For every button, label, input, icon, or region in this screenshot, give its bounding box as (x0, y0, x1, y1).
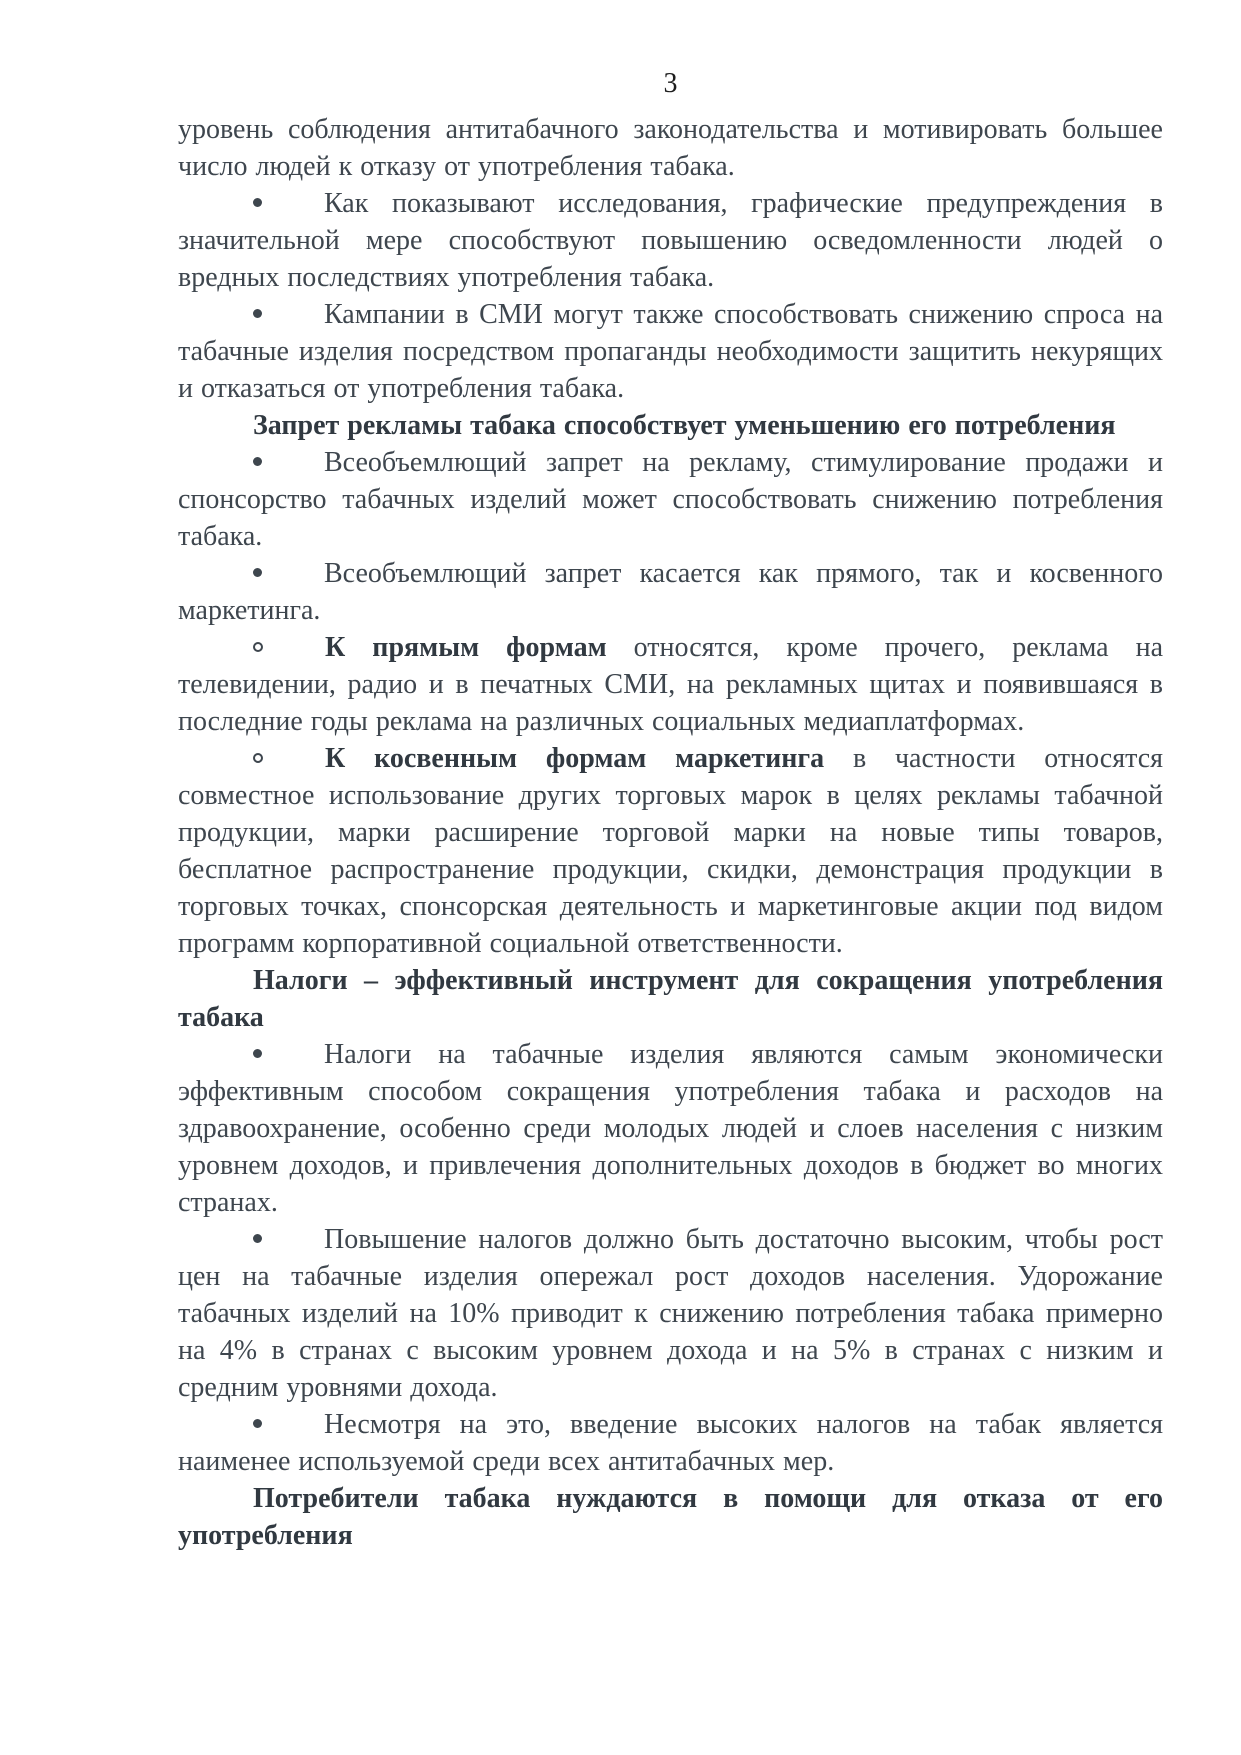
bold-text-run: К прямым формам (325, 632, 607, 663)
section-heading (178, 962, 1163, 1036)
paragraph (178, 555, 1163, 629)
paragraph (178, 1406, 1163, 1480)
bold-text-run: Налоги – эффективный инструмент для сокращения употребления табака (178, 965, 1163, 1033)
text-run: Кампании в СМИ могут также способствовать снижению спроса на табачные изделия посредством пропаганды необходимости защитить некурящих и отказаться от употребления табака. (178, 299, 1163, 404)
paragraph (178, 1221, 1163, 1406)
paragraph (178, 296, 1163, 407)
page-number: 3 (663, 68, 678, 99)
text-run: Налоги на табачные изделия являются самым экономически эффективным способом сокращения употребления табака и расходов на здравоохранение, особенно среди молодых людей и слоев населения с низким уровнем доходов, и привлечения дополнительных доходов в бюджет во многих странах. (178, 1039, 1163, 1218)
bullet-disc-icon (253, 1419, 262, 1428)
bullet-disc-icon (253, 1234, 262, 1243)
bold-text-run: Потребители табака нуждаются в помощи для отказа от его употребления (178, 1483, 1163, 1551)
text-run: относятся, кроме прочего, реклама на телевидении, радио и в печатных СМИ, на рекламных щитах и появившаяся в последние годы реклама на различных социальных медиаплатформах. (178, 632, 1164, 737)
bold-text-run: К косвенным формам маркетинга (325, 743, 825, 774)
bullet-circle-icon (253, 642, 263, 652)
text-run: Несмотря на это, введение высоких налогов на табак является наименее используемой среди всех антитабачных мер. (178, 1409, 1163, 1477)
paragraph (178, 444, 1163, 555)
bold-text-run: Запрет рекламы табака способствует уменьшению его потребления (253, 410, 1116, 441)
bullet-disc-icon (253, 198, 262, 207)
section-heading (178, 407, 1163, 444)
paragraph (178, 185, 1163, 296)
paragraph (178, 629, 1163, 740)
bullet-disc-icon (253, 309, 262, 318)
text-run: Повышение налогов должно быть достаточно высоким, чтобы рост цен на табачные изделия опережал рост доходов населения. Удорожание табачных изделий на 10% приводит к снижению потребления табака примерно на 4% в странах с высоким уровнем дохода и на 5% в странах с низким и средним уровнями дохода. (178, 1224, 1163, 1403)
section-heading (178, 1480, 1163, 1554)
paragraph (178, 1036, 1163, 1221)
text-run: в частности относятся совместное использование других торговых марок в целях рекламы табачной продукции, марки расширение торговой марки на новые типы товаров, бесплатное распространение продукции, скидки, демонстрация продукции в торговых точках, спонсорская деятельность и маркетинговые акции под видом программ корпоративной социальной ответственности. (178, 743, 1163, 959)
document-body (178, 111, 1163, 1554)
bullet-disc-icon (253, 457, 262, 466)
paragraph (178, 740, 1163, 962)
text-run: уровень соблюдения антитабачного законодательства и мотивировать большее число людей к отказу от употребления табака. (178, 114, 1163, 182)
text-run: Всеобъемлющий запрет на рекламу, стимулирование продажи и спонсорство табачных изделий может способствовать снижению потребления табака. (178, 447, 1163, 552)
bullet-circle-icon (253, 753, 263, 763)
text-run: Всеобъемлющий запрет касается как прямого, так и косвенного маркетинга. (178, 558, 1163, 626)
bullet-disc-icon (253, 568, 262, 577)
paragraph (178, 111, 1163, 185)
bullet-disc-icon (253, 1049, 262, 1058)
text-run: Как показывают исследования, графические предупреждения в значительной мере способствуют повышению осведомленности людей о вредных последствиях употребления табака. (178, 188, 1163, 293)
